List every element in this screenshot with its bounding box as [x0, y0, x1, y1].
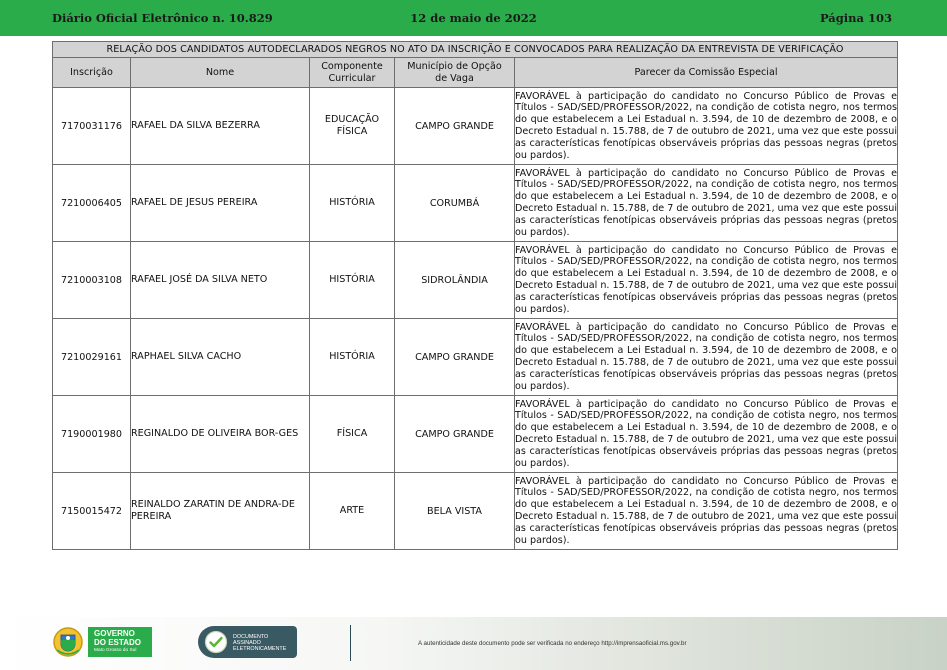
- publication-date: 12 de maio de 2022: [410, 11, 537, 25]
- col-header-componente-l2: Curricular: [328, 72, 376, 84]
- table-caption: RELAÇÃO DOS CANDIDATOS AUTODECLARADOS NEGROS NO ATO DA INSCRIÇÃO E CONVOCADOS PARA REALIZAÇÃO DA ENTREVISTA DE VERIFICAÇÃO: [53, 42, 898, 58]
- footer-divider: [350, 625, 351, 661]
- table-row: [53, 319, 898, 396]
- col-header-municipio: [395, 58, 515, 88]
- authenticity-note: A autenticidade deste documento pode ser verificada no endereço http://imprensaoficial.ms.gov.br: [418, 640, 687, 647]
- cell-parecer: FAVORÁVEL à participação do candidato no Concurso Público de Provas e Títulos - SAD/SED/PROFESSOR/2022, na condição de cotista negro, nos termos do que estabelecem a Lei Estadual n. 3.594, de 10 de dezembro de 2008, e o Decreto Estadual n. 15.788, de 7 de outubro de 2021, uma vez que este possui as características fenotípicas observáveis próprias das pessoas negras (pretos ou pardos).: [515, 396, 898, 473]
- table-row: [53, 396, 898, 473]
- badge-line2: ASSINADO: [233, 640, 261, 646]
- cell-parecer: FAVORÁVEL à participação do candidato no Concurso Público de Provas e Títulos - SAD/SED/PROFESSOR/2022, na condição de cotista negro, nos termos do que estabelecem a Lei Estadual n. 3.594, de 10 de dezembro de 2008, e o Decreto Estadual n. 15.788, de 7 de outubro de 2021, uma vez que este possui as características fenotípicas observáveis próprias das pessoas negras (pretos ou pardos).: [515, 242, 898, 319]
- cell-nome: REGINALDO DE OLIVEIRA BOR-GES: [131, 396, 310, 473]
- cell-municipio: CORUMBÁ: [395, 165, 515, 242]
- page-header: [0, 0, 947, 36]
- table-caption-row: [53, 42, 898, 58]
- e-signed-badge: [198, 626, 297, 658]
- table-row: [53, 88, 898, 165]
- cell-parecer: FAVORÁVEL à participação do candidato no Concurso Público de Provas e Títulos - SAD/SED/PROFESSOR/2022, na condição de cotista negro, nos termos do que estabelecem a Lei Estadual n. 3.594, de 10 de dezembro de 2008, e o Decreto Estadual n. 15.788, de 7 de outubro de 2021, uma vez que este possui as características fenotípicas observáveis próprias das pessoas negras (pretos ou pardos).: [515, 88, 898, 165]
- cell-inscricao: 7150015472: [53, 473, 131, 550]
- cell-municipio: CAMPO GRANDE: [395, 396, 515, 473]
- state-coat-of-arms-icon: [52, 626, 84, 659]
- col-header-nome: Nome: [131, 58, 310, 88]
- cell-componente: HISTÓRIA: [310, 319, 395, 396]
- cell-municipio: CAMPO GRANDE: [395, 88, 515, 165]
- col-header-municipio-l2: de Vaga: [435, 72, 474, 84]
- cell-componente: FÍSICA: [310, 396, 395, 473]
- cell-inscricao: 7210006405: [53, 165, 131, 242]
- table-row: [53, 165, 898, 242]
- government-logo: [88, 627, 152, 657]
- cell-componente: HISTÓRIA: [310, 242, 395, 319]
- cell-inscricao: 7210029161: [53, 319, 131, 396]
- candidates-table: [52, 41, 898, 550]
- table-row: [53, 473, 898, 550]
- cell-nome: REINALDO ZARATIN DE ANDRA-DE PEREIRA: [131, 473, 310, 550]
- cell-componente: HISTÓRIA: [310, 165, 395, 242]
- cell-componente: EDUCAÇÃO FÍSICA: [310, 88, 395, 165]
- cell-parecer: FAVORÁVEL à participação do candidato no Concurso Público de Provas e Títulos - SAD/SED/PROFESSOR/2022, na condição de cotista negro, nos termos do que estabelecem a Lei Estadual n. 3.594, de 10 de dezembro de 2008, e o Decreto Estadual n. 15.788, de 7 de outubro de 2021, uma vez que este possui as características fenotípicas observáveis próprias das pessoas negras (pretos ou pardos).: [515, 165, 898, 242]
- gov-logo-line2: DO ESTADO: [94, 638, 141, 647]
- gov-logo-line1: GOVERNO: [94, 629, 135, 638]
- col-header-componente: [310, 58, 395, 88]
- cell-inscricao: 7190001980: [53, 396, 131, 473]
- cell-inscricao: 7170031176: [53, 88, 131, 165]
- journal-edition: Diário Oficial Eletrônico n. 10.829: [52, 11, 273, 25]
- cell-municipio: CAMPO GRANDE: [395, 319, 515, 396]
- cell-parecer: FAVORÁVEL à participação do candidato no Concurso Público de Provas e Títulos - SAD/SED/PROFESSOR/2022, na condição de cotista negro, nos termos do que estabelecem a Lei Estadual n. 3.594, de 10 de dezembro de 2008, e o Decreto Estadual n. 15.788, de 7 de outubro de 2021, uma vez que este possui as características fenotípicas observáveis próprias das pessoas negras (pretos ou pardos).: [515, 473, 898, 550]
- badge-line1: DOCUMENTO: [233, 634, 269, 640]
- col-header-parecer: Parecer da Comissão Especial: [515, 58, 898, 88]
- cell-parecer: FAVORÁVEL à participação do candidato no Concurso Público de Provas e Títulos - SAD/SED/PROFESSOR/2022, na condição de cotista negro, nos termos do que estabelecem a Lei Estadual n. 3.594, de 10 de dezembro de 2008, e o Decreto Estadual n. 15.788, de 7 de outubro de 2021, uma vez que este possui as características fenotípicas observáveis próprias das pessoas negras (pretos ou pardos).: [515, 319, 898, 396]
- badge-line3: ELETRONICAMENTE: [233, 646, 287, 652]
- cell-nome: RAFAEL DA SILVA BEZERRA: [131, 88, 310, 165]
- table-row: [53, 242, 898, 319]
- gov-logo-line3: Mato Grosso do Sul: [94, 648, 137, 653]
- cell-nome: RAPHAEL SILVA CACHO: [131, 319, 310, 396]
- check-seal-icon: [204, 630, 228, 654]
- table-header-row: [53, 58, 898, 88]
- col-header-inscricao: Inscrição: [53, 58, 131, 88]
- page-number: Página 103: [819, 11, 892, 25]
- cell-nome: RAFAEL DE JESUS PEREIRA: [131, 165, 310, 242]
- cell-inscricao: 7210003108: [53, 242, 131, 319]
- col-header-municipio-l1: Município de Opção: [407, 60, 502, 72]
- cell-componente: ARTE: [310, 473, 395, 550]
- cell-municipio: SIDROLÂNDIA: [395, 242, 515, 319]
- cell-nome: RAFAEL JOSÉ DA SILVA NETO: [131, 242, 310, 319]
- cell-municipio: BELA VISTA: [395, 473, 515, 550]
- col-header-componente-l1: Componente: [321, 60, 383, 72]
